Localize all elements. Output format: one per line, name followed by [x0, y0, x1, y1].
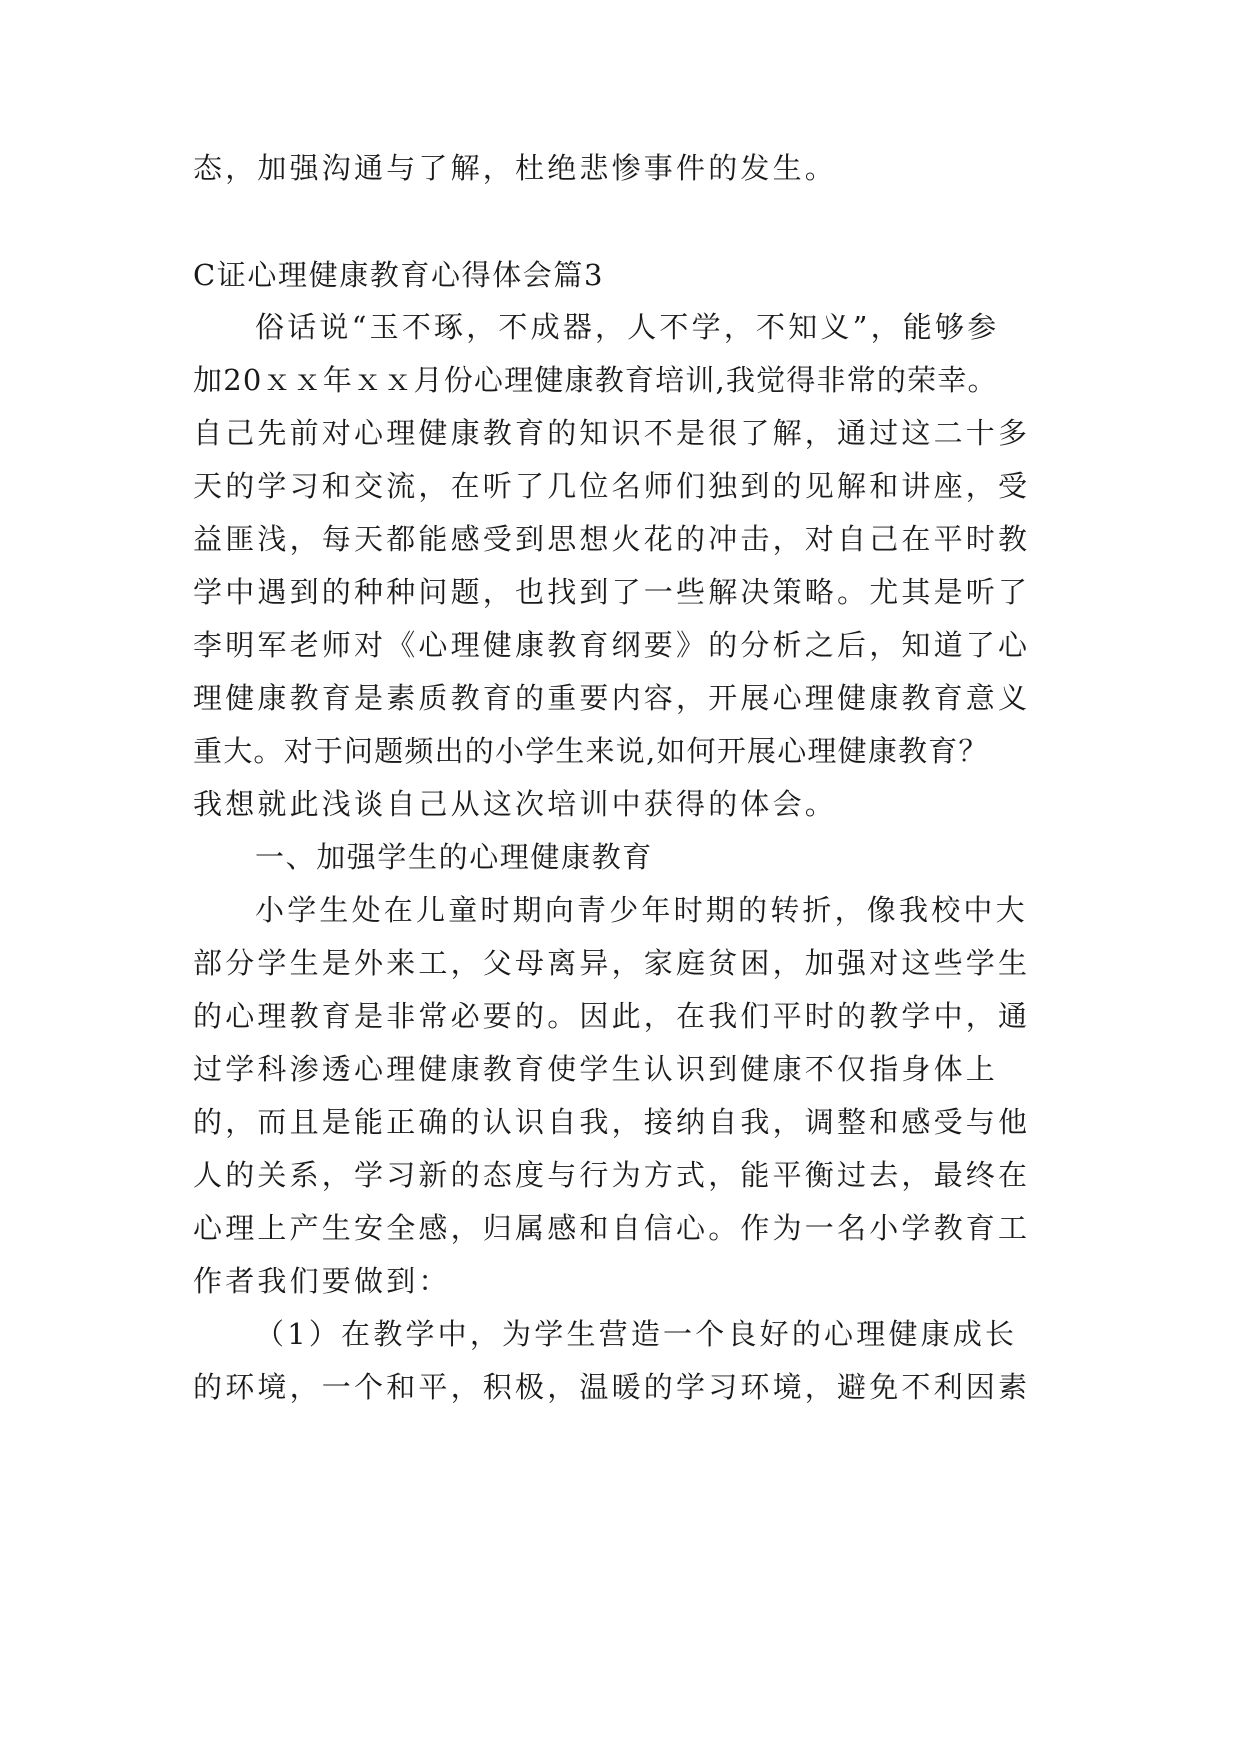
paragraph-line: 我想就此浅谈自己从这次培训中获得的体会。 [193, 787, 838, 821]
section-title: C证心理健康教育心得体会篇3 [193, 258, 605, 292]
subsection-heading: 一、加强学生的心理健康教育 [255, 840, 653, 874]
list-item-line: （1）在教学中，为学生营造一个良好的心理健康成长 [255, 1317, 1018, 1351]
paragraph-line: 过学科渗透心理健康教育使学生认识到健康不仅指身体上 [193, 1052, 999, 1086]
paragraph-line: 学中遇到的种种问题，也找到了一些解决策略。尤其是听了 [193, 575, 1031, 609]
paragraph-line: 加20ｘｘ年ｘｘ月份心理健康教育培训,我觉得非常的荣幸。 [193, 363, 998, 397]
paragraph-line: 部分学生是外来工，父母离异，家庭贫困，加强对这些学生 [193, 946, 1031, 980]
paragraph-line: 的心理教育是非常必要的。因此，在我们平时的教学中，通 [193, 999, 1031, 1033]
paragraph-line: 李明军老师对《心理健康教育纲要》的分析之后，知道了心 [193, 628, 1031, 662]
paragraph-line: 理健康教育是素质教育的重要内容，开展心理健康教育意义 [193, 681, 1031, 715]
paragraph-line: 作者我们要做到： [193, 1264, 451, 1298]
paragraph-line: 态，加强沟通与了解，杜绝悲惨事件的发生。 [193, 151, 838, 185]
paragraph-line: 小学生处在儿童时期向青少年时期的转折，像我校中大 [255, 893, 1028, 927]
paragraph-line: 重大。对于问题频出的小学生来说,如何开展心理健康教育？ [193, 734, 989, 768]
paragraph-line: 的，而且是能正确的认识自我，接纳自我，调整和感受与他 [193, 1105, 1031, 1139]
paragraph-line: 心理上产生安全感，归属感和自信心。作为一名小学教育工 [193, 1211, 1031, 1245]
paragraph-line: 人的关系，学习新的态度与行为方式，能平衡过去，最终在 [193, 1158, 1031, 1192]
paragraph-line: 益匪浅，每天都能感受到思想火花的冲击，对自己在平时教 [193, 522, 1031, 556]
list-item-line: 的环境，一个和平，积极，温暖的学习环境，避免不利因素 [193, 1370, 1031, 1404]
paragraph-line: 俗话说“玉不琢，不成器，人不学，不知义”，能够参 [255, 310, 1000, 344]
paragraph-line: 天的学习和交流，在听了几位名师们独到的见解和讲座，受 [193, 469, 1031, 503]
paragraph-line: 自己先前对心理健康教育的知识不是很了解，通过这二十多 [193, 416, 1031, 450]
